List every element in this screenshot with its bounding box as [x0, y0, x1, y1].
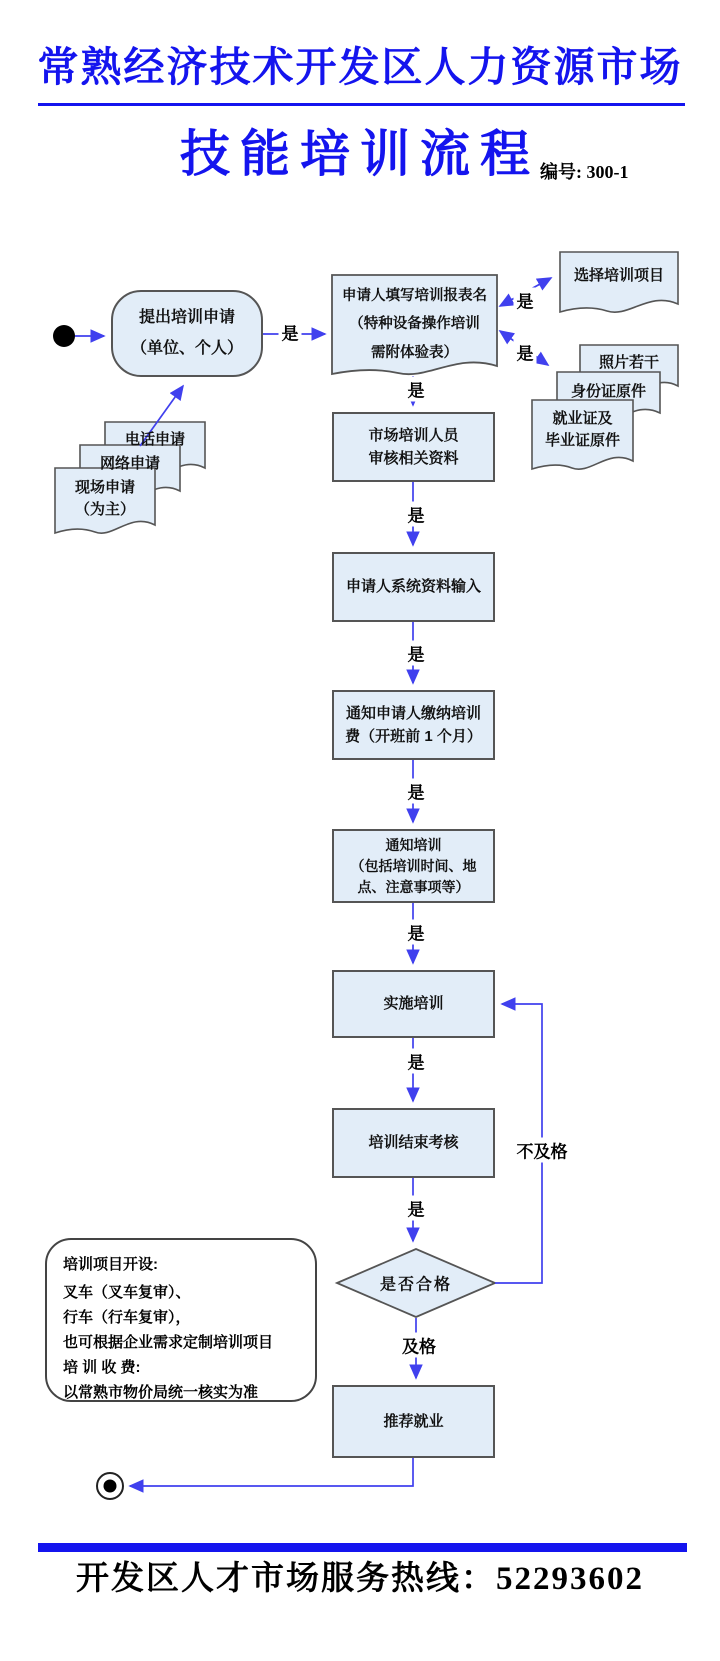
node-notice-line1: 通知培训: [385, 836, 442, 853]
note-line6: 以常熟市物价局统一核实为准: [63, 1384, 259, 1401]
node-fee: [332, 690, 495, 760]
footer-divider: [38, 1543, 687, 1552]
note-line3: 行车（行车复审），: [63, 1309, 191, 1326]
edge-label-pass: 及格: [399, 1333, 439, 1358]
node-notice-line2: （包括培训时间、地: [350, 857, 477, 874]
node-exam: [332, 1108, 495, 1178]
note-line5: 培 训 收 费:: [63, 1359, 141, 1376]
doc-onsite-line2: （为主）: [74, 500, 135, 518]
doc-id-label: 身份证原件: [570, 383, 646, 400]
node-notice: [332, 829, 495, 903]
node-audit: [332, 412, 495, 482]
doc-cert-line1: 就业证及: [552, 410, 613, 427]
edge-label-yes-1: 是: [279, 320, 302, 345]
hotline-text: 开发区人才市场服务热线：52293602: [76, 1561, 644, 1597]
node-apply: [111, 290, 263, 377]
doc-form-line3: 需附体验表）: [371, 344, 458, 361]
org-title: 常熟经济技术开发区人力资源市场: [37, 44, 683, 90]
node-exam-label: 培训结束考核: [368, 1134, 459, 1152]
doc-select-label: 选择培训项目: [573, 267, 664, 284]
doc-web-label: 网络申请: [99, 455, 160, 472]
note-box: [45, 1238, 317, 1402]
node-apply-line2: （单位、个人）: [130, 339, 243, 357]
edge-label-yes-8: 是: [405, 920, 428, 945]
edge-label-yes-6: 是: [405, 641, 428, 666]
note-line2: 叉车（叉车复审）、: [63, 1284, 191, 1301]
serial-number: 编号: 300-1: [540, 162, 629, 182]
edge-label-yes-2: 是: [514, 288, 537, 313]
doc-phone-label: 电话申请: [124, 431, 185, 448]
edge-label-yes-7: 是: [405, 779, 428, 804]
start-node-icon: [53, 325, 75, 347]
doc-form-line1: 申请人填写培训报表名: [342, 288, 487, 304]
node-job-label: 推荐就业: [383, 1412, 444, 1430]
node-audit-line1: 市场培训人员: [368, 426, 459, 444]
node-system-input-label: 申请人系统资料输入: [345, 578, 481, 596]
edge-label-yes-5: 是: [405, 502, 428, 527]
node-audit-line2: 审核相关资料: [368, 450, 459, 467]
edge-label-yes-9: 是: [405, 1049, 428, 1074]
doc-cert-line2: 毕业证原件: [544, 431, 620, 449]
doc-onsite-label: [55, 477, 155, 521]
edge-label-fail: 不及格: [514, 1138, 571, 1163]
node-decision-label: 是否合格: [379, 1276, 453, 1294]
doc-onsite-line1: 现场申请: [74, 479, 135, 496]
node-system-input: [332, 552, 495, 622]
node-train-label: 实施培训: [383, 995, 444, 1013]
page-title: 技能培训流程: [180, 126, 540, 182]
edge-label-yes-4: 是: [405, 377, 428, 402]
node-notice-line3: 点、注意事项等）: [357, 878, 470, 895]
node-job: [332, 1385, 495, 1458]
doc-photos-label: 照片若干: [598, 354, 659, 371]
edge-label-yes-10: 是: [405, 1196, 428, 1221]
note-line1: 培训项目开设:: [63, 1256, 158, 1273]
node-fee-line2: 费（开班前 1 个月）: [345, 728, 482, 745]
doc-form-line2: （特种设备操作培训: [349, 316, 480, 333]
edge-label-yes-3: 是: [514, 340, 537, 365]
doc-form-label: [335, 282, 494, 367]
node-apply-line1: 提出培训申请: [138, 309, 235, 327]
node-train: [332, 970, 495, 1038]
doc-cert-label: [532, 408, 633, 452]
node-fee-line1: 通知申请人缴纳培训: [345, 704, 481, 722]
arrow-job-to-end: [130, 1458, 413, 1486]
end-node-dot: [104, 1480, 117, 1493]
note-line4: 也可根据企业需求定制培训项目: [63, 1334, 274, 1351]
